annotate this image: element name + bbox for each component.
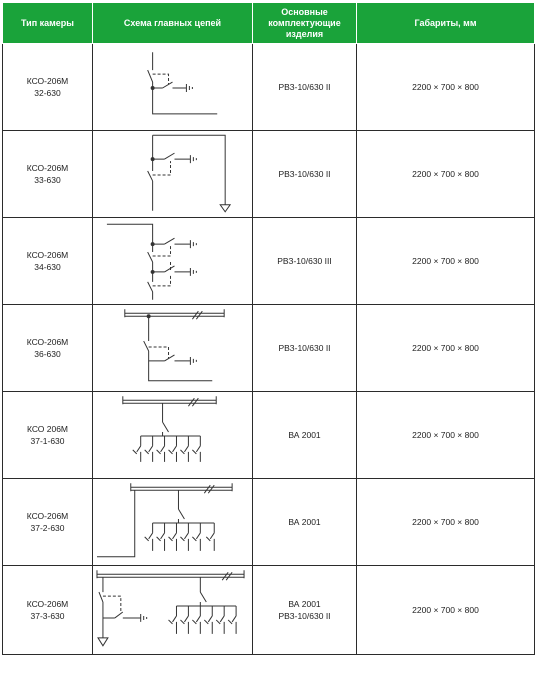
wire xyxy=(148,52,218,114)
busbar-mark xyxy=(188,398,198,406)
type-line2: 33-630 xyxy=(34,175,61,185)
type-line1: КСО 206М xyxy=(26,424,69,434)
busbar xyxy=(131,483,232,491)
cell-dimensions: 2200 × 700 × 800 xyxy=(357,218,535,305)
header-components xyxy=(253,3,357,44)
cell-dimensions: 2200 × 700 × 800 xyxy=(357,566,535,655)
cell-dimensions: 2200 × 700 × 800 xyxy=(357,131,535,218)
wire xyxy=(176,577,236,606)
header-components-line2: комплектующие xyxy=(268,17,341,28)
scheme-diagram xyxy=(93,305,253,392)
components-line1: ВА 2001 xyxy=(288,599,321,609)
components-line2: РВЗ-10/630 II xyxy=(278,611,331,621)
cell-dimensions: 2200 × 700 × 800 xyxy=(357,392,535,479)
scheme-diagram xyxy=(93,44,253,131)
components-line1: РВЗ-10/630 II xyxy=(278,82,331,92)
cell-components xyxy=(253,392,357,479)
type-line1: КСО-206М xyxy=(26,76,69,86)
cell-dimensions: 2200 × 700 × 800 xyxy=(357,305,535,392)
scheme-diagram xyxy=(93,479,253,566)
components-line1: РВЗ-10/630 II xyxy=(278,343,331,353)
node xyxy=(151,87,154,90)
wire xyxy=(97,490,135,557)
type-line1: КСО-206М xyxy=(26,599,69,609)
drive-link xyxy=(103,596,121,612)
scheme-36-630 xyxy=(93,305,252,391)
table-row xyxy=(3,392,535,479)
busbar-mark xyxy=(204,485,214,493)
scheme-diagram xyxy=(93,218,253,305)
cell-type xyxy=(3,305,93,392)
scheme-diagram xyxy=(93,566,253,655)
header-scheme: Схема главных цепей xyxy=(93,3,253,44)
header-components-line1: Основные xyxy=(281,6,328,17)
wire xyxy=(144,316,213,381)
busbar xyxy=(123,396,216,404)
wire xyxy=(107,224,196,300)
scheme-37-1-630 xyxy=(93,392,252,478)
wire xyxy=(141,403,201,436)
cell-type xyxy=(3,392,93,479)
type-line1: КСО-206М xyxy=(26,337,69,347)
node xyxy=(147,315,150,318)
cell-type xyxy=(3,479,93,566)
drive-link xyxy=(149,347,169,359)
scheme-37-3-630 xyxy=(93,566,252,654)
wire xyxy=(98,577,147,646)
type-line1: КСО-206М xyxy=(26,250,69,260)
components-line1: ВА 2001 xyxy=(288,517,321,527)
scheme-34-630 xyxy=(93,218,252,304)
scheme-33-630 xyxy=(93,131,252,217)
type-line2: 37-3-630 xyxy=(30,611,65,621)
type-line1: КСО-206М xyxy=(26,511,69,521)
spec-table xyxy=(2,2,535,655)
cell-components xyxy=(253,131,357,218)
node xyxy=(151,270,154,273)
node xyxy=(151,243,154,246)
scheme-diagram xyxy=(93,131,253,218)
wire xyxy=(153,490,215,523)
table-row xyxy=(3,44,535,131)
type-line2: 34-630 xyxy=(34,262,61,272)
header-type: Тип камеры xyxy=(3,3,93,44)
cell-type xyxy=(3,566,93,655)
feeder-breakers xyxy=(149,523,215,551)
scheme-37-2-630 xyxy=(93,479,252,565)
components-line1: ВА 2001 xyxy=(288,430,321,440)
cell-type xyxy=(3,44,93,131)
cell-type xyxy=(3,131,93,218)
table-row xyxy=(3,218,535,305)
type-line2: 36-630 xyxy=(34,349,61,359)
node xyxy=(151,158,154,161)
drive-link xyxy=(153,161,171,175)
type-line2: 37-2-630 xyxy=(30,523,65,533)
cell-components xyxy=(253,479,357,566)
table-row xyxy=(3,131,535,218)
table-row xyxy=(3,566,535,655)
header-row xyxy=(3,3,535,44)
cell-dimensions: 2200 × 700 × 800 xyxy=(357,479,535,566)
header-components-line3: изделия xyxy=(285,28,324,39)
type-line1: КСО-206М xyxy=(26,163,69,173)
type-line2: 37-1-630 xyxy=(30,436,65,446)
scheme-32-630 xyxy=(93,44,252,130)
type-line2: 32-630 xyxy=(34,88,61,98)
drive-link xyxy=(153,246,171,286)
components-line1: РВЗ-10/630 II xyxy=(278,169,331,179)
busbar-mark xyxy=(222,572,232,580)
table-row xyxy=(3,479,535,566)
cell-dimensions: 2200 × 700 × 800 xyxy=(357,44,535,131)
header-dimensions: Габариты, мм xyxy=(357,3,535,44)
wire xyxy=(148,135,230,212)
scheme-diagram xyxy=(93,392,253,479)
cell-type xyxy=(3,218,93,305)
busbar xyxy=(97,570,244,578)
busbar xyxy=(125,309,224,317)
busbar-mark xyxy=(192,311,202,319)
drive-link xyxy=(153,74,169,84)
cell-components xyxy=(253,566,357,655)
table-row xyxy=(3,305,535,392)
cell-components xyxy=(253,218,357,305)
components-line1: РВЗ-10/630 III xyxy=(277,256,332,266)
cell-components xyxy=(253,44,357,131)
cell-components xyxy=(253,305,357,392)
feeder-breakers xyxy=(137,436,201,462)
